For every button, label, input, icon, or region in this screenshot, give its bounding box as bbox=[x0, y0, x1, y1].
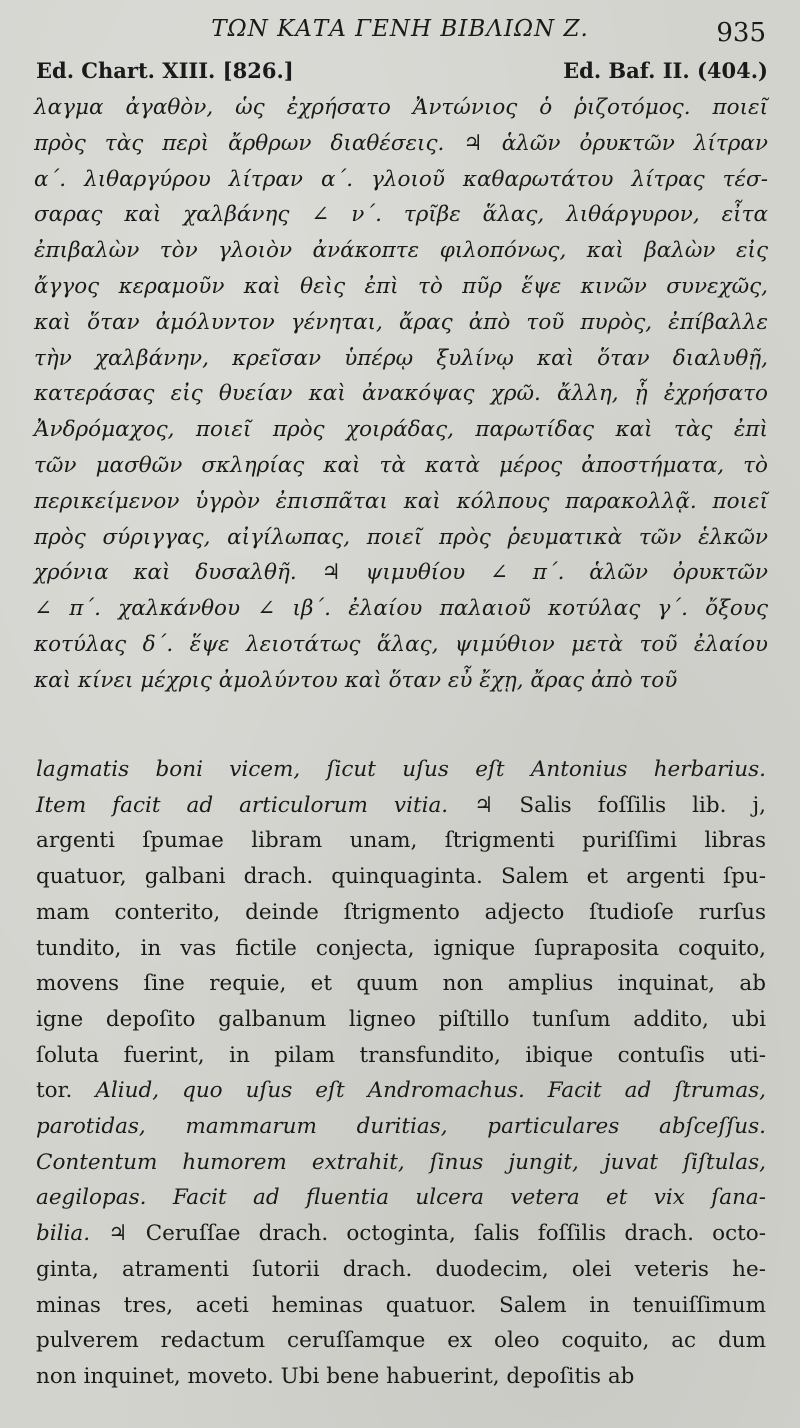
latin-line bbox=[36, 752, 766, 788]
latin-line bbox=[36, 859, 766, 895]
greek-line: κοτύλας δ΄. ἕψε λειοτάτως ἅλας, ψιμύθιον μετὰ τοῦ ἐλαίου bbox=[34, 631, 768, 657]
greek-line: καὶ κίνει μέχρις ἀμολύντου καὶ ὅταν εὖ ἔχῃ, ἄρας ἀπὸ τοῦ bbox=[34, 667, 678, 693]
greek-line: τὴν χαλβάνην, κρεῖσαν ὑπέρῳ ξυλίνῳ καὶ ὅταν διαλυθῇ, bbox=[34, 345, 768, 371]
latin-line bbox=[36, 1145, 766, 1181]
latin-line bbox=[36, 1288, 766, 1324]
greek-line: περικείμενον ὑγρὸν ἐπισπᾶται καὶ κόλπους παρακολλᾷ. ποιεῖ bbox=[34, 488, 768, 514]
edition-basel: Ed. Baf. II. (404.) bbox=[563, 58, 768, 83]
greek-line: ∠ π΄. χαλκάνθου ∠ ιβ΄. ἐλαίου παλαιοῦ κοτύλας γ΄. ὄξους bbox=[34, 596, 768, 622]
latin-roman-segment: movens ſine requie, et quum non amplius inquinat, ab bbox=[36, 971, 766, 997]
latin-line bbox=[36, 823, 766, 859]
latin-italic-segment: lagmatis boni vicem, ſicut uſus eſt Antonius herbarius. bbox=[36, 757, 766, 782]
latin-line bbox=[36, 1038, 766, 1074]
running-title: ΤΩΝ ΚΑΤΑ ΓΕΝΗ ΒΙΒΛΙΩΝ Ζ. bbox=[211, 16, 589, 42]
latin-line bbox=[36, 1109, 766, 1145]
latin-roman-segment: igne depoſito galbanum ligneo piſtillo tunſum addito, ubi bbox=[36, 1006, 766, 1032]
greek-line: πρὸς σύριγγας, αἰγίλωπας, ποιεῖ πρὸς ῥευματικὰ τῶν ἑλκῶν bbox=[34, 524, 768, 550]
latin-line bbox=[36, 1252, 766, 1288]
latin-italic-segment: Aliud, quo uſus eſt Andromachus. Facit ad ſtrumas, bbox=[95, 1078, 767, 1104]
greek-line: πρὸς τὰς περὶ ἄρθρων διαθέσεις. ♃ ἁλῶν ὀρυκτῶν λίτραν bbox=[34, 130, 768, 156]
latin-line bbox=[36, 1180, 766, 1216]
latin-italic-segment: aegilopas. Facit ad fluentia ulcera vetera et vix ſana- bbox=[36, 1185, 766, 1211]
latin-line bbox=[36, 1216, 766, 1252]
greek-line: λαγμα ἀγαθὸν, ὡς ἐχρήσατο Ἀντώνιος ὁ ῥιζοτόμος. ποιεῖ bbox=[34, 95, 768, 120]
latin-italic-segment: Contentum humorem extrahit, ſinus jungit, juvat ſiſtulas, bbox=[36, 1149, 766, 1175]
latin-roman-segment: mam conterito, deinde ſtrigmento adjecto ſtudioſe rurſus bbox=[36, 899, 766, 925]
edition-chartier: Ed. Chart. XIII. [826.] bbox=[36, 58, 294, 83]
latin-line bbox=[36, 1323, 766, 1359]
greek-line: Ἀνδρόμαχος, ποιεῖ πρὸς χοιράδας, παρωτίδας καὶ τὰς ἐπὶ bbox=[34, 417, 768, 443]
greek-line: α΄. λιθαργύρου λίτραν α΄. γλοιοῦ καθαρωτάτου λίτρας τέσ- bbox=[34, 166, 768, 192]
greek-line: χρόνια καὶ δυσαλθῆ. ♃ ψιμυθίου ∠ π΄. ἁλῶν ὀρυκτῶν bbox=[34, 560, 768, 586]
latin-roman-segment: ♃ Ceruſſae drach. octoginta, ſalis foſſilis drach. octo- bbox=[90, 1221, 766, 1247]
latin-line bbox=[36, 1359, 766, 1395]
latin-roman-segment: minas tres, aceti heminas quatuor. Salem in tenuiſſimum bbox=[36, 1292, 766, 1318]
edition-line bbox=[36, 58, 768, 86]
latin-italic-segment: parotidas, mammarum duritias, particulares abſceſſus. bbox=[36, 1114, 766, 1140]
latin-roman-segment: argenti ſpumae libram unam, ſtrigmenti puriſſimi libras bbox=[36, 828, 766, 854]
page-number: 935 bbox=[716, 18, 766, 48]
latin-roman-segment: tundito, in vas fictile conjecta, ignique ſupraposita coquito, bbox=[36, 935, 766, 961]
greek-line: κατεράσας εἰς θυείαν καὶ ἀνακόψας χρῶ. ἄλλη, ᾗ ἐχρήσατο bbox=[34, 381, 768, 407]
greek-text-block bbox=[34, 90, 768, 699]
latin-roman-segment: ginta, atramenti ſutorii drach. duodecim, olei veteris he- bbox=[36, 1256, 766, 1282]
latin-line bbox=[36, 1002, 766, 1038]
latin-roman-segment: ♃ Salis foſſilis lib. j, bbox=[448, 792, 766, 818]
latin-roman-segment: tor. bbox=[36, 1078, 96, 1104]
latin-line bbox=[36, 931, 766, 967]
latin-line bbox=[36, 966, 766, 1002]
greek-line: ἐπιβαλὼν τὸν γλοιὸν ἀνάκοπτε φιλοπόνως, καὶ βαλὼν εἰς bbox=[34, 238, 768, 264]
latin-line bbox=[36, 895, 766, 931]
latin-roman-segment: non inquinet, moveto. Ubi bene habuerint, depoſitis ab bbox=[36, 1363, 635, 1389]
greek-line: τῶν μασθῶν σκληρίας καὶ τὰ κατὰ μέρος ἀποστήματα, τὸ bbox=[34, 452, 768, 478]
latin-line bbox=[36, 788, 766, 824]
latin-roman-segment: quatuor, galbani drach. quinquaginta. Salem et argenti ſpu- bbox=[36, 864, 766, 890]
latin-italic-segment: Item facit ad articulorum vitia. bbox=[36, 792, 449, 818]
greek-line: ἄγγος κεραμοῦν καὶ θεὶς ἐπὶ τὸ πῦρ ἕψε κινῶν συνεχῶς, bbox=[34, 273, 768, 299]
greek-line: καὶ ὅταν ἀμόλυντον γένηται, ἄρας ἀπὸ τοῦ πυρὸς, ἐπίβαλλε bbox=[34, 309, 768, 335]
greek-line: σαρας καὶ χαλβάνης ∠ ν΄. τρῖβε ἅλας, λιθάργυρον, εἶτα bbox=[34, 202, 768, 228]
latin-line bbox=[36, 1073, 766, 1109]
latin-roman-segment: pulverem redactum ceruſſamque ex oleo coquito, ac dum bbox=[36, 1328, 766, 1354]
latin-italic-segment: bilia. bbox=[36, 1221, 91, 1247]
running-head bbox=[0, 14, 800, 48]
latin-text-block bbox=[36, 752, 766, 1395]
latin-roman-segment: ſoluta fuerint, in pilam transfundito, ibique contuſis uti- bbox=[36, 1042, 766, 1068]
